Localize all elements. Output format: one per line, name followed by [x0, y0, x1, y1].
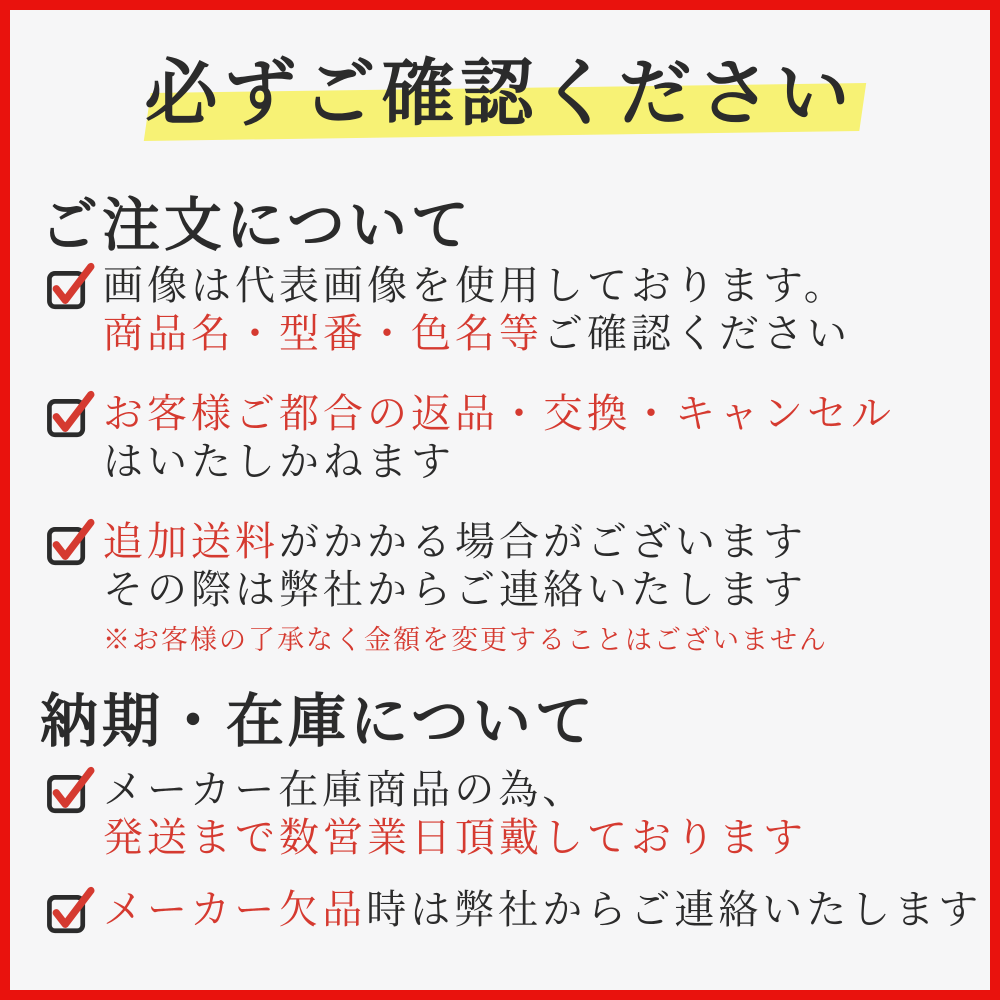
list-item-extra-shipping [46, 518, 828, 656]
text-segment: ご確認ください [543, 311, 851, 356]
list-item-representative-image [46, 262, 851, 358]
text-segment-red: メーカー欠品 [103, 887, 367, 932]
text-segment-red: 商品名・型番・色名等 [103, 311, 543, 356]
item-text [103, 886, 982, 934]
checkbox-checked-icon [46, 768, 93, 815]
text-segment: 時は弊社からご連絡いたします [366, 887, 983, 932]
text-segment: メーカー在庫商品の為、 [103, 767, 587, 812]
item-line [103, 886, 982, 934]
item-text [103, 766, 807, 862]
list-item-maker-shortage [46, 886, 982, 935]
item-line [103, 438, 895, 486]
list-item-no-returns [46, 390, 895, 486]
item-text [103, 262, 851, 358]
item-line [103, 310, 851, 358]
item-line [103, 262, 851, 310]
price-change-note: ※お客様の了承なく金額を変更することはございません [103, 625, 828, 655]
checkbox-checked-icon [46, 520, 93, 567]
text-segment: はいたしかねます [103, 439, 455, 484]
checkbox-checked-icon [46, 888, 93, 935]
item-line [103, 766, 807, 814]
section-heading-order: ご注文について [40, 193, 473, 258]
title-block [10, 34, 990, 139]
text-segment: がかかる場合がございます [279, 519, 807, 564]
item-line [103, 814, 807, 862]
text-segment-red: 発送まで数営業日頂戴しております [103, 815, 807, 860]
checkbox-checked-icon [46, 264, 93, 311]
text-segment-red: お客様ご都合の返品・交換・キャンセル [103, 391, 895, 436]
item-line [103, 566, 828, 614]
text-segment: 画像は代表画像を使用しております。 [103, 263, 848, 308]
text-segment-red: 追加送料 [103, 519, 279, 564]
section-heading-delivery: 納期・在庫について [40, 689, 597, 754]
list-item-maker-stock [46, 766, 807, 862]
item-line [103, 518, 828, 566]
page-title: 必ずご確認ください [144, 53, 856, 134]
item-text [103, 518, 828, 656]
checkbox-checked-icon [46, 392, 93, 439]
text-segment: その際は弊社からご連絡いたします [103, 567, 807, 612]
item-text [103, 390, 895, 486]
item-line [103, 390, 895, 438]
